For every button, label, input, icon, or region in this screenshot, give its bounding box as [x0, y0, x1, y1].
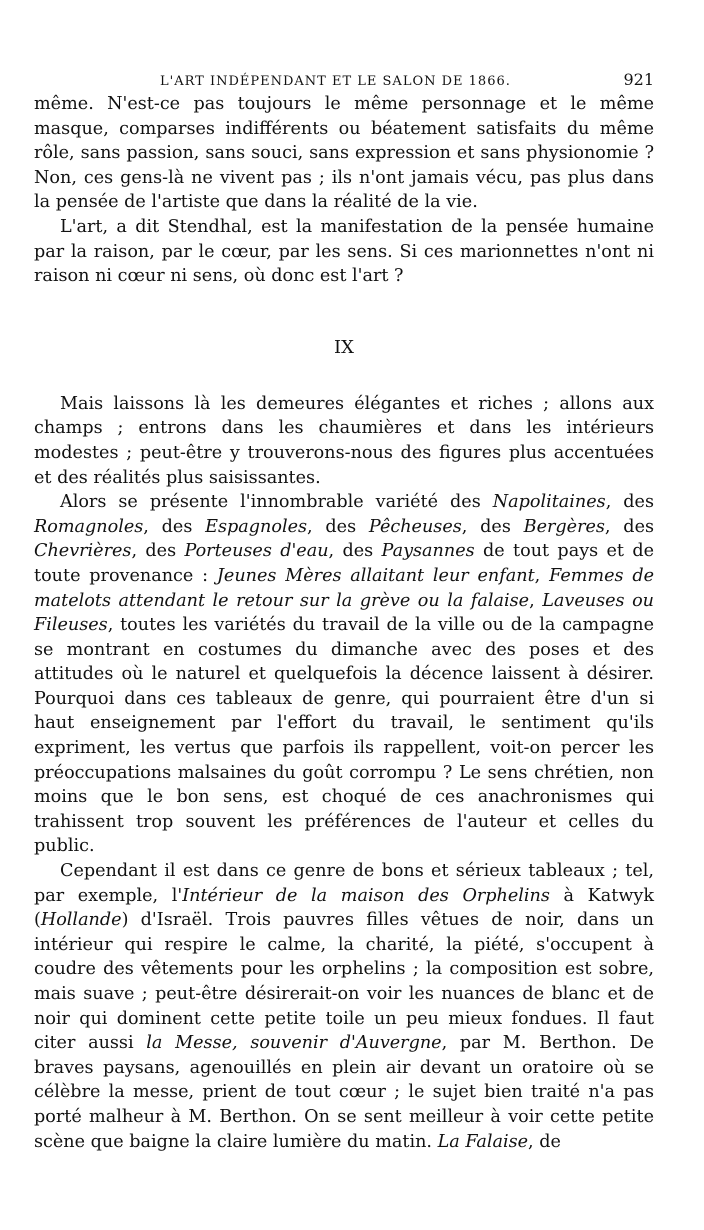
text-run: Alors se présente l'innombrable variété des	[60, 492, 493, 513]
paragraph	[34, 859, 654, 1154]
italic-run: Pêcheuses	[368, 516, 462, 537]
body-text-bottom	[34, 392, 654, 1154]
italic-run: La Falaise	[437, 1131, 529, 1152]
text-run: , des	[328, 541, 382, 562]
text-run: , des	[461, 516, 524, 537]
text-run: , des	[605, 492, 654, 513]
text-run: , des	[143, 516, 206, 537]
italic-run: Laveuses ou Fileuses	[34, 590, 654, 636]
text-run: , de	[528, 1131, 561, 1152]
italic-run: Paysannes	[381, 541, 475, 562]
running-title: L'ART INDÉPENDANT ET LE SALON DE 1866.	[160, 74, 511, 89]
paragraph	[34, 490, 654, 859]
italic-run: la Messe, souvenir d'Auvergne	[146, 1033, 442, 1054]
text-run: Mais laissons là les demeures élégantes et riches ; allons aux champs ; entrons dans les chaumières et dans les intérieurs modestes ; peut-être y trouverons-nous des figures plus accentuées et des réalités plus saisissantes.	[34, 393, 654, 488]
italic-run: Femmes de matelots attendant le retour sur la grève ou la falaise	[34, 565, 655, 611]
paragraph	[34, 92, 654, 215]
italic-run: Romagnoles	[34, 516, 144, 537]
text-run: ,	[534, 565, 550, 586]
text-run: à Katwyk (	[34, 885, 655, 931]
text-run: ) d'Israël. Trois pauvres filles vêtues de noir, dans un intérieur qui respire le calme, la charité, la piété, s'occupent à coudre des vêtements pour les orphelins ; la composition est sobre, mais suave ; peut-être désirerait-on voir les nuances de blanc et de noir qui dominent cette petite toile un peu mieux fondues. Il faut citer aussi	[34, 910, 654, 1054]
section-heading: IX	[334, 336, 354, 358]
text-run: , des	[131, 541, 185, 562]
italic-run: Intérieur de la maison des Orphelins	[182, 885, 550, 906]
text-run: de tout pays et de toute provenance :	[34, 541, 655, 586]
text-run: L'art, a dit Stendhal, est la manifestation de la pensée humaine par la raison, par le cœur, par les sens. Si ces marionnettes n'ont ni raison ni cœur ni sens, où donc est l'art ?	[34, 216, 654, 287]
page-number: 921	[623, 70, 654, 89]
italic-run: Bergères	[523, 516, 605, 537]
paragraph	[34, 215, 654, 289]
text-run: , toutes les variétés du travail de la ville ou de la campagne se montrant en costumes du dimanche avec des poses et des attitudes où le naturel et quelquefois la décence laissent à désirer. Pourquoi dans ces tableaux de genre, qui pourraient être d'un si haut enseignement par l'effort du travail, le sentiment qu'ils expriment, les vertus que parfois ils rappellent, voit-on percer les préoccupations malsaines du goût corrompu ? Le sens chrétien, non moins que le bon sens, est choqué de ces anachronismes qui trahissent trop souvent les préférences de l'auteur et celles du public.	[34, 615, 654, 857]
running-header	[34, 70, 654, 92]
italic-run: Hollande	[40, 910, 122, 931]
paragraph	[34, 392, 654, 490]
document-page	[34, 70, 654, 1154]
text-run: ,	[529, 590, 543, 611]
italic-run: Chevrières	[34, 541, 132, 562]
text-run: même. N'est-ce pas toujours le même personnage et le même masque, comparses indifférents ou béatement satisfaits du même rôle, sans passion, sans souci, sans expression et sans physionomie ? Non, ces gens-là ne vivent pas ; ils n'ont jamais vécu, pas plus dans la pensée de l'artiste que dans la réalité de la vie.	[34, 94, 654, 213]
text-run: , par M. Berthon. De braves paysans, agenouillés en plein air devant un oratoire où se célèbre la messe, prient de tout cœur ; le sujet bien traité n'a pas porté malheur à M. Berthon. On se sent meilleur à voir cette petite scène que baigne la claire lumière du matin.	[34, 1033, 654, 1152]
text-run: , des	[307, 516, 369, 537]
text-run: Cependant il est dans ce genre de bons et sérieux tableaux ; tel, par exemple, l'	[34, 861, 654, 906]
italic-run: Napolitaines	[492, 492, 606, 513]
italic-run: Jeunes Mères allaitant leur enfant	[216, 565, 535, 586]
italic-run: Porteuses d'eau	[184, 541, 329, 562]
text-run: , des	[604, 516, 655, 537]
body-text-top	[34, 92, 654, 289]
italic-run: Espagnoles	[205, 516, 308, 537]
